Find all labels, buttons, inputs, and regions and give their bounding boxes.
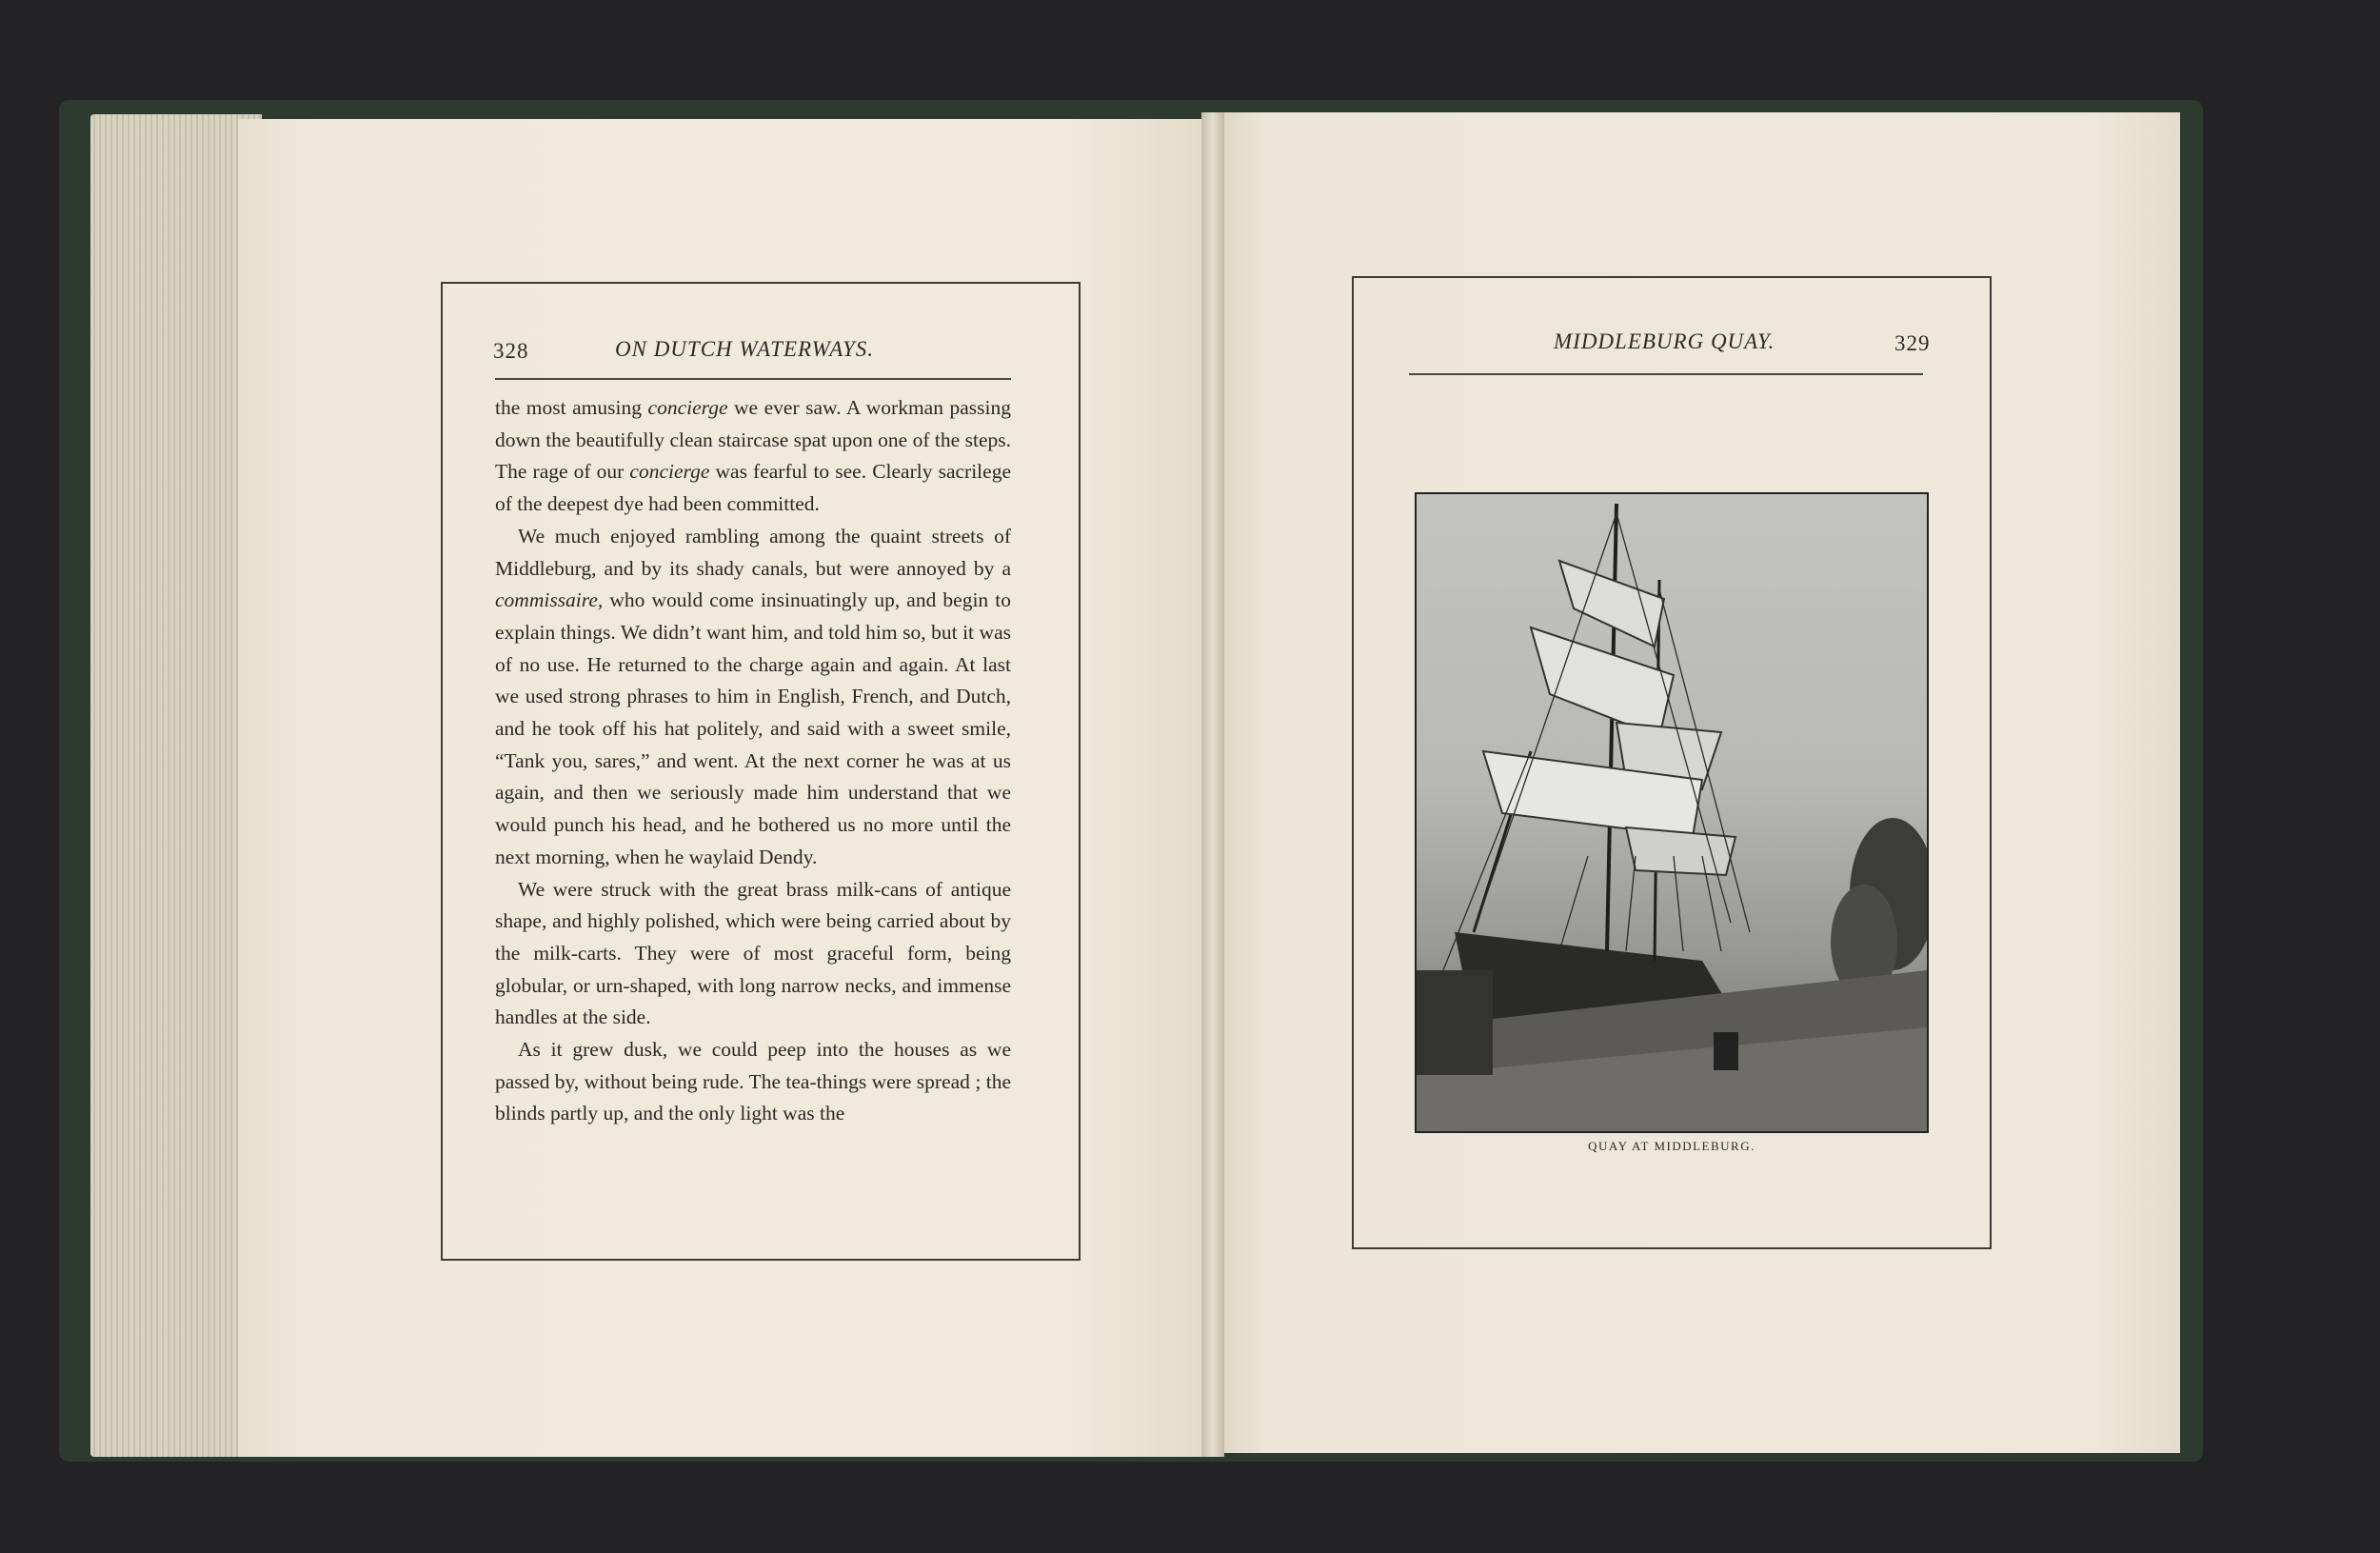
left-body-text	[495, 392, 1011, 1130]
left-running-head: ON DUTCH WATERWAYS.	[615, 337, 875, 361]
right-running-head: MIDDLEBURG QUAY.	[1554, 329, 1775, 353]
text-run: we ever saw. A workman passing down the beautifully clean staircase spat upon one of the steps. The rage of our	[495, 396, 1012, 484]
body-paragraph	[495, 521, 1011, 874]
text-run: the most amusing	[495, 396, 648, 419]
body-paragraph	[495, 1034, 1011, 1130]
italic-run: concierge	[647, 396, 728, 419]
italic-run: concierge	[629, 460, 710, 484]
page-edges	[90, 114, 262, 1457]
book-gutter	[1201, 112, 1224, 1457]
left-head-rule	[495, 378, 1011, 380]
body-paragraph	[495, 874, 1011, 1035]
left-page-number: 328	[493, 339, 529, 363]
text-run: As it grew dusk, we could peep into the houses as we passed by, without being rude. The tea-things were spread ; the blinds partly up, and the only light was the	[495, 1038, 1011, 1125]
text-run: who would come insinuatingly up, and begin to explain things. We didn’t want him, and told him so, but it was of no use. He returned to the charge again and again. At last we used strong phrases to him in English, French, and Dutch, and he took off his hat politely, and said with a sweet smile, “Tank you, sares,” and went. At the next corner he was at us again, and then we seriously made him understand that we would punch his head, and he bothered us no more until the next morning, when he waylaid Dendy.	[495, 588, 1011, 868]
text-run: was fearful to see. Clearly sacrilege of the deepest dye had been committed.	[495, 460, 1011, 516]
right-head-rule	[1409, 373, 1923, 375]
text-run: We much enjoyed rambling among the quaint streets of Middleburg, and by its shady canals, but were annoyed by a	[495, 524, 1011, 580]
ship-illustration	[1415, 492, 1929, 1133]
text-run: We were struck with the great brass milk-cans of antique shape, and highly polished, which were being carried about by the milk-carts. They were of most graceful form, being globular, or urn-shaped, with long narrow necks, and immense handles at the side.	[495, 877, 1011, 1029]
body-paragraph	[495, 392, 1011, 521]
illustration-caption: QUAY AT MIDDLEBURG.	[1588, 1139, 1755, 1153]
right-page-number: 329	[1894, 331, 1931, 355]
italic-run: commissaire,	[495, 588, 604, 612]
